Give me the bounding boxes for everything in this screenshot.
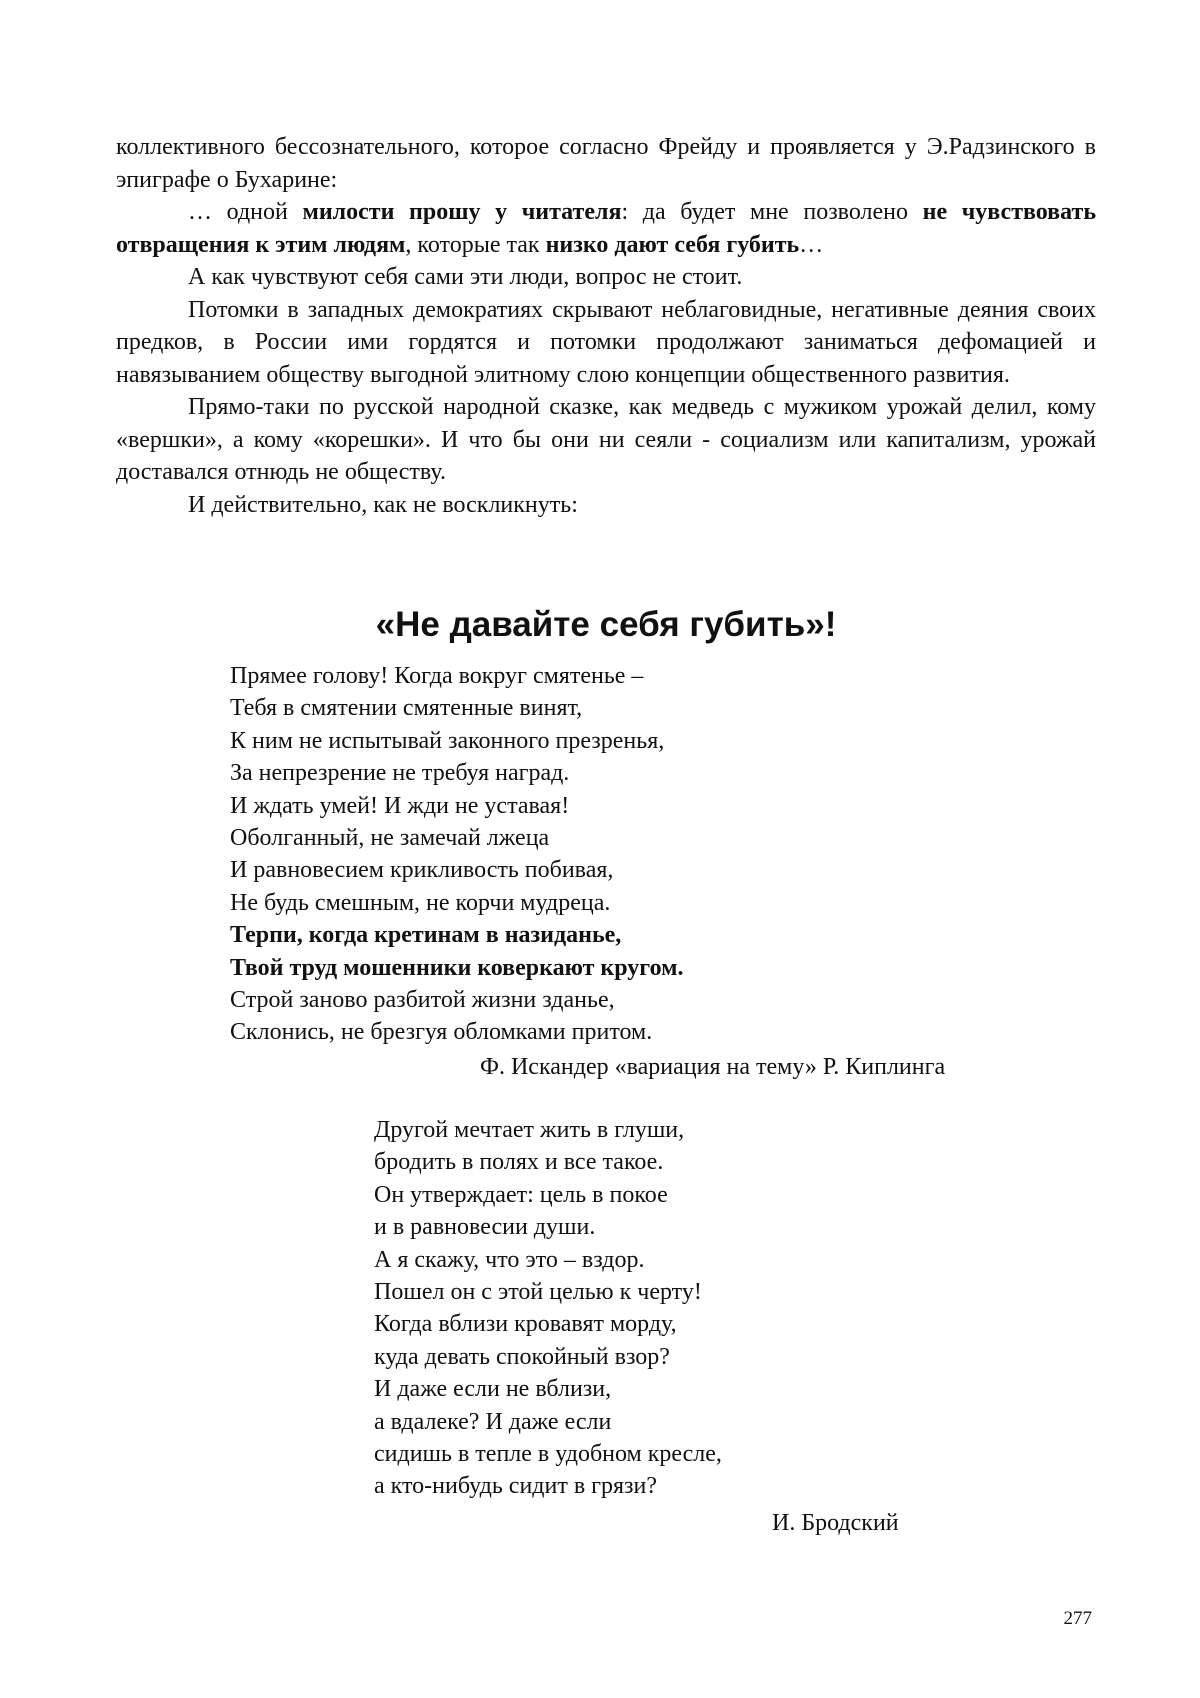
poem-line-bold: Терпи, когда кретинам в назиданье, — [230, 922, 622, 949]
poem-brodsky — [374, 1114, 1034, 1503]
poem-line-bold: Твой труд мошенники коверкают кругом. — [230, 954, 684, 981]
poem-line: Не будь смешным, не корчи мудреца. — [230, 889, 611, 916]
poem-line: Он утверждает: цель в покое — [374, 1181, 668, 1208]
quote-text: … — [799, 231, 824, 258]
poem-line: Другой мечтает жить в глуши, — [374, 1117, 685, 1143]
poem-line: Строй заново разбитой жизни зданье, — [230, 987, 615, 1014]
page-number: 277 — [1063, 1608, 1092, 1629]
paragraph: Прямо-таки по русской народной сказке, как медведь с мужиком урожай делил, кому «вершки», а кому «корешки». И что бы они ни сеяли - социализм или капитализм, урожай доставался отнюдь не обществу. — [116, 394, 1096, 485]
paragraph-intro: коллективного бессознательного, которое согласно Фрейду и проявляется у Э.Радзинского в эпиграфе о Бухарине: — [116, 134, 1096, 193]
poem-kipling — [230, 660, 1030, 1049]
poem-line: И даже если не вблизи, — [374, 1376, 612, 1403]
section-heading: «Не давайте себя губить»! — [375, 605, 837, 644]
poem-line: А я скажу, что это – вздор. — [374, 1246, 645, 1273]
poem-line: За непрезрение не требуя наград. — [230, 760, 570, 787]
paragraph: А как чувствуют себя сами эти люди, вопрос не стоит. — [188, 264, 743, 290]
prose-section — [116, 131, 1096, 521]
poem-line: И равновесием крикливость побивая, — [230, 857, 614, 884]
quote-bold-text: не чувствовать отвращения к этим людям — [116, 199, 1097, 258]
poem-line: сидишь в тепле в удобном кресле, — [374, 1441, 722, 1468]
poem-line: и в равновесии души. — [374, 1214, 596, 1241]
poem-line: Пошел он с этой целью к черту! — [374, 1279, 702, 1306]
quote-text: … одной — [188, 199, 303, 225]
quote-bold-text: низко дают себя губить — [545, 231, 800, 258]
poem-line: Склонись, не брезгуя обломками притом. — [230, 1019, 653, 1046]
poem-attribution-brodsky: И. Бродский — [772, 1510, 899, 1536]
paragraph: Потомки в западных демократиях скрывают неблаговидные, негативные деяния своих предков, в России ими гордятся и потомки продолжают заниматься дефомацией и навязыванием обществу выгодной элитному слою концепции общественного развития. — [116, 296, 1096, 388]
quote-text: : да будет мне позволено — [621, 199, 923, 225]
poem-attribution-kipling: Ф. Искандер «вариация на тему» Р. Киплинга — [480, 1054, 946, 1080]
poem-line: Прямее голову! Когда вокруг смятенье – — [230, 663, 644, 689]
poem-line: Тебя в смятении смятенные винят, — [230, 695, 583, 722]
poem-line: И ждать умей! И жди не уставая! — [230, 792, 570, 819]
quote-bold-text: милости прошу у читателя — [302, 199, 622, 225]
poem-line: куда девать спокойный взор? — [374, 1343, 670, 1370]
poem-line: К ним не испытывай законного презренья, — [230, 727, 665, 754]
quote-text: , которые так — [405, 231, 546, 258]
poem-line: бродить в полях и все такое. — [374, 1149, 664, 1176]
poem-line: а кто-нибудь сидит в грязи? — [374, 1473, 658, 1500]
poem-line: Когда вблизи кровавят морду, — [374, 1311, 677, 1338]
poem-line: а вдалеке? И даже если — [374, 1408, 612, 1435]
paragraph: И действительно, как не воскликнуть: — [188, 491, 578, 518]
poem-line: Оболганный, не замечай лжеца — [230, 825, 550, 852]
epigraph-quote — [116, 196, 1096, 261]
